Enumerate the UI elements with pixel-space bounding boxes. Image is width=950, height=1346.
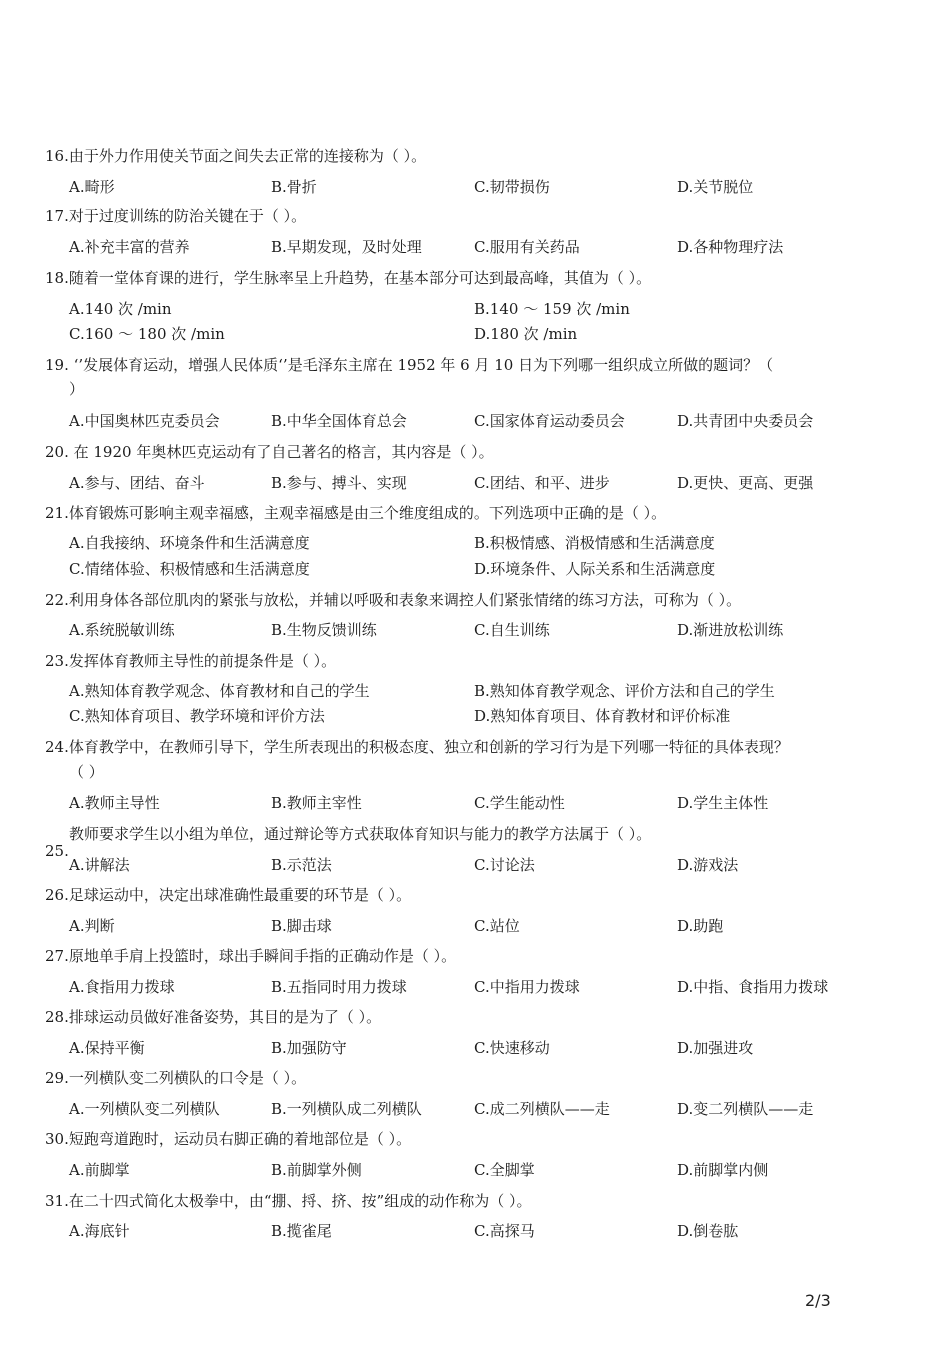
- question-19-option-d: D.共青团中央委员会: [677, 412, 814, 430]
- question-23-stem: 23.发挥体育教师主导性的前提条件是（ ）。: [45, 652, 337, 670]
- question-22-option-b: B.生物反馈训练: [271, 621, 377, 639]
- question-23-option-d: D.熟知体育项目、体育教材和评价标准: [474, 707, 731, 725]
- question-25-option-c: C.讨论法: [474, 856, 535, 874]
- question-29-option-c: C.成二列横队——走: [474, 1100, 610, 1118]
- question-20-option-b: B.参与、搏斗、实现: [271, 474, 407, 492]
- question-29-option-a: A.一列横队变二列横队: [69, 1100, 220, 1118]
- question-17-option-a: A.补充丰富的营养: [69, 238, 190, 256]
- question-31-option-c: C.高探马: [474, 1222, 535, 1240]
- question-16-option-d: D.关节脱位: [677, 178, 754, 196]
- question-21-option-a: A.自我接纳、环境条件和生活满意度: [69, 534, 310, 552]
- question-29-option-d: D.变二列横队——走: [677, 1100, 814, 1118]
- question-19-option-c: C.国家体育运动委员会: [474, 412, 625, 430]
- question-30-option-c: C.全脚掌: [474, 1161, 535, 1179]
- question-30-option-b: B.前脚掌外侧: [271, 1161, 362, 1179]
- question-28-option-d: D.加强进攻: [677, 1039, 754, 1057]
- question-31-option-b: B.揽雀尾: [271, 1222, 332, 1240]
- question-31-stem: 31.在二十四式简化太极拳中，由“掤、捋、挤、按”组成的动作称为（ ）。: [45, 1192, 532, 1210]
- question-27-option-d: D.中指、食指用力拨球: [677, 978, 829, 996]
- question-30-option-a: A.前脚掌: [69, 1161, 130, 1179]
- question-19-option-b: B.中华全国体育总会: [271, 412, 407, 430]
- question-20-stem: 20. 在 1920 年奥林匹克运动有了自己著名的格言，其内容是（ ）。: [45, 443, 494, 461]
- question-21-option-d: D.环境条件、人际关系和生活满意度: [474, 560, 716, 578]
- question-26-option-d: D.助跑: [677, 917, 724, 935]
- question-25-number: 25.: [45, 842, 69, 860]
- question-28-stem: 28.排球运动员做好准备姿势，其目的是为了（ ）。: [45, 1008, 382, 1026]
- question-24-option-b: B.教师主宰性: [271, 794, 362, 812]
- question-21-option-c: C.情绪体验、积极情感和生活满意度: [69, 560, 310, 578]
- question-27-stem: 27.原地单手肩上投篮时，球出手瞬间手指的正确动作是（ ）。: [45, 947, 457, 965]
- question-24-stem-continued: （ ）: [69, 763, 104, 781]
- question-26-option-a: A.判断: [69, 917, 115, 935]
- question-17-option-c: C.服用有关药品: [474, 238, 580, 256]
- question-19-option-a: A.中国奥林匹克委员会: [69, 412, 220, 430]
- question-19-stem: 19. ‘’发展体育运动，增强人民体质‘’是毛泽东主席在 1952 年 6 月 10 日为下列哪一组织成立所做的题词？（: [45, 356, 774, 374]
- question-26-stem: 26.足球运动中，决定出球准确性最重要的环节是（ ）。: [45, 886, 412, 904]
- question-30-stem: 30.短跑弯道跑时，运动员右脚正确的着地部位是（ ）。: [45, 1130, 412, 1148]
- question-31-option-d: D.倒卷肱: [677, 1222, 739, 1240]
- question-22-option-d: D.渐进放松训练: [677, 621, 784, 639]
- page-number: 2/3: [805, 1291, 831, 1310]
- question-18-stem: 18.随着一堂体育课的进行，学生脉率呈上升趋势，在基本部分可达到最高峰，其值为（ ）。: [45, 269, 652, 287]
- question-25-option-b: B.示范法: [271, 856, 332, 874]
- question-26-option-b: B.脚击球: [271, 917, 332, 935]
- question-18-option-b: B.140 ～ 159 次 /min: [474, 300, 630, 318]
- question-25-option-d: D.游戏法: [677, 856, 739, 874]
- question-28-option-c: C.快速移动: [474, 1039, 550, 1057]
- question-24-option-c: C.学生能动性: [474, 794, 565, 812]
- question-30-option-d: D.前脚掌内侧: [677, 1161, 769, 1179]
- question-21-option-b: B.积极情感、消极情感和生活满意度: [474, 534, 715, 552]
- question-24-stem: 24.体育教学中，在教师引导下，学生所表现出的积极态度、独立和创新的学习行为是下列哪一特征的具体表现？: [45, 738, 789, 756]
- question-20-option-d: D.更快、更高、更强: [677, 474, 814, 492]
- question-24-option-a: A.教师主导性: [69, 794, 160, 812]
- question-17-option-b: B.早期发现，及时处理: [271, 238, 422, 256]
- question-24-option-d: D.学生主体性: [677, 794, 769, 812]
- question-16-stem: 16.由于外力作用使关节面之间失去正常的连接称为（ ）。: [45, 147, 427, 165]
- question-19-stem-continued: ）: [69, 380, 85, 398]
- question-29-stem: 29.一列横队变二列横队的口令是（ ）。: [45, 1069, 307, 1087]
- question-16-option-a: A.畸形: [69, 178, 115, 196]
- question-18-option-d: D.180 次 /min: [474, 325, 578, 343]
- question-18-option-a: A.140 次 /min: [69, 300, 172, 318]
- question-27-option-a: A.食指用力拨球: [69, 978, 175, 996]
- question-25-stem: 教师要求学生以小组为单位，通过辩论等方式获取体育知识与能力的教学方法属于（ ）。: [69, 825, 652, 843]
- question-27-option-c: C.中指用力拨球: [474, 978, 580, 996]
- question-31-option-a: A.海底针: [69, 1222, 130, 1240]
- question-16-option-c: C.韧带损伤: [474, 178, 550, 196]
- question-26-option-c: C.站位: [474, 917, 520, 935]
- question-23-option-c: C.熟知体育项目、教学环境和评价方法: [69, 707, 325, 725]
- question-27-option-b: B.五指同时用力拨球: [271, 978, 407, 996]
- question-20-option-a: A.参与、团结、奋斗: [69, 474, 205, 492]
- question-25-option-a: A.讲解法: [69, 856, 130, 874]
- question-28-option-b: B.加强防守: [271, 1039, 347, 1057]
- question-23-option-a: A.熟知体育教学观念、体育教材和自己的学生: [69, 682, 370, 700]
- question-28-option-a: A.保持平衡: [69, 1039, 145, 1057]
- question-22-stem: 22.利用身体各部位肌肉的紧张与放松，并辅以呼吸和表象来调控人们紧张情绪的练习方法，可称为（ ）。: [45, 591, 742, 609]
- question-22-option-c: C.自生训练: [474, 621, 550, 639]
- question-20-option-c: C.团结、和平、进步: [474, 474, 610, 492]
- question-21-stem: 21.体育锻炼可影响主观幸福感，主观幸福感是由三个维度组成的。下列选项中正确的是（ ）。: [45, 504, 667, 522]
- question-17-option-d: D.各种物理疗法: [677, 238, 784, 256]
- question-16-option-b: B.骨折: [271, 178, 317, 196]
- question-18-option-c: C.160 ～ 180 次 /min: [69, 325, 225, 343]
- question-22-option-a: A.系统脱敏训练: [69, 621, 175, 639]
- question-17-stem: 17.对于过度训练的防治关键在于（ ）。: [45, 207, 307, 225]
- question-29-option-b: B.一列横队成二列横队: [271, 1100, 422, 1118]
- question-23-option-b: B.熟知体育教学观念、评价方法和自己的学生: [474, 682, 775, 700]
